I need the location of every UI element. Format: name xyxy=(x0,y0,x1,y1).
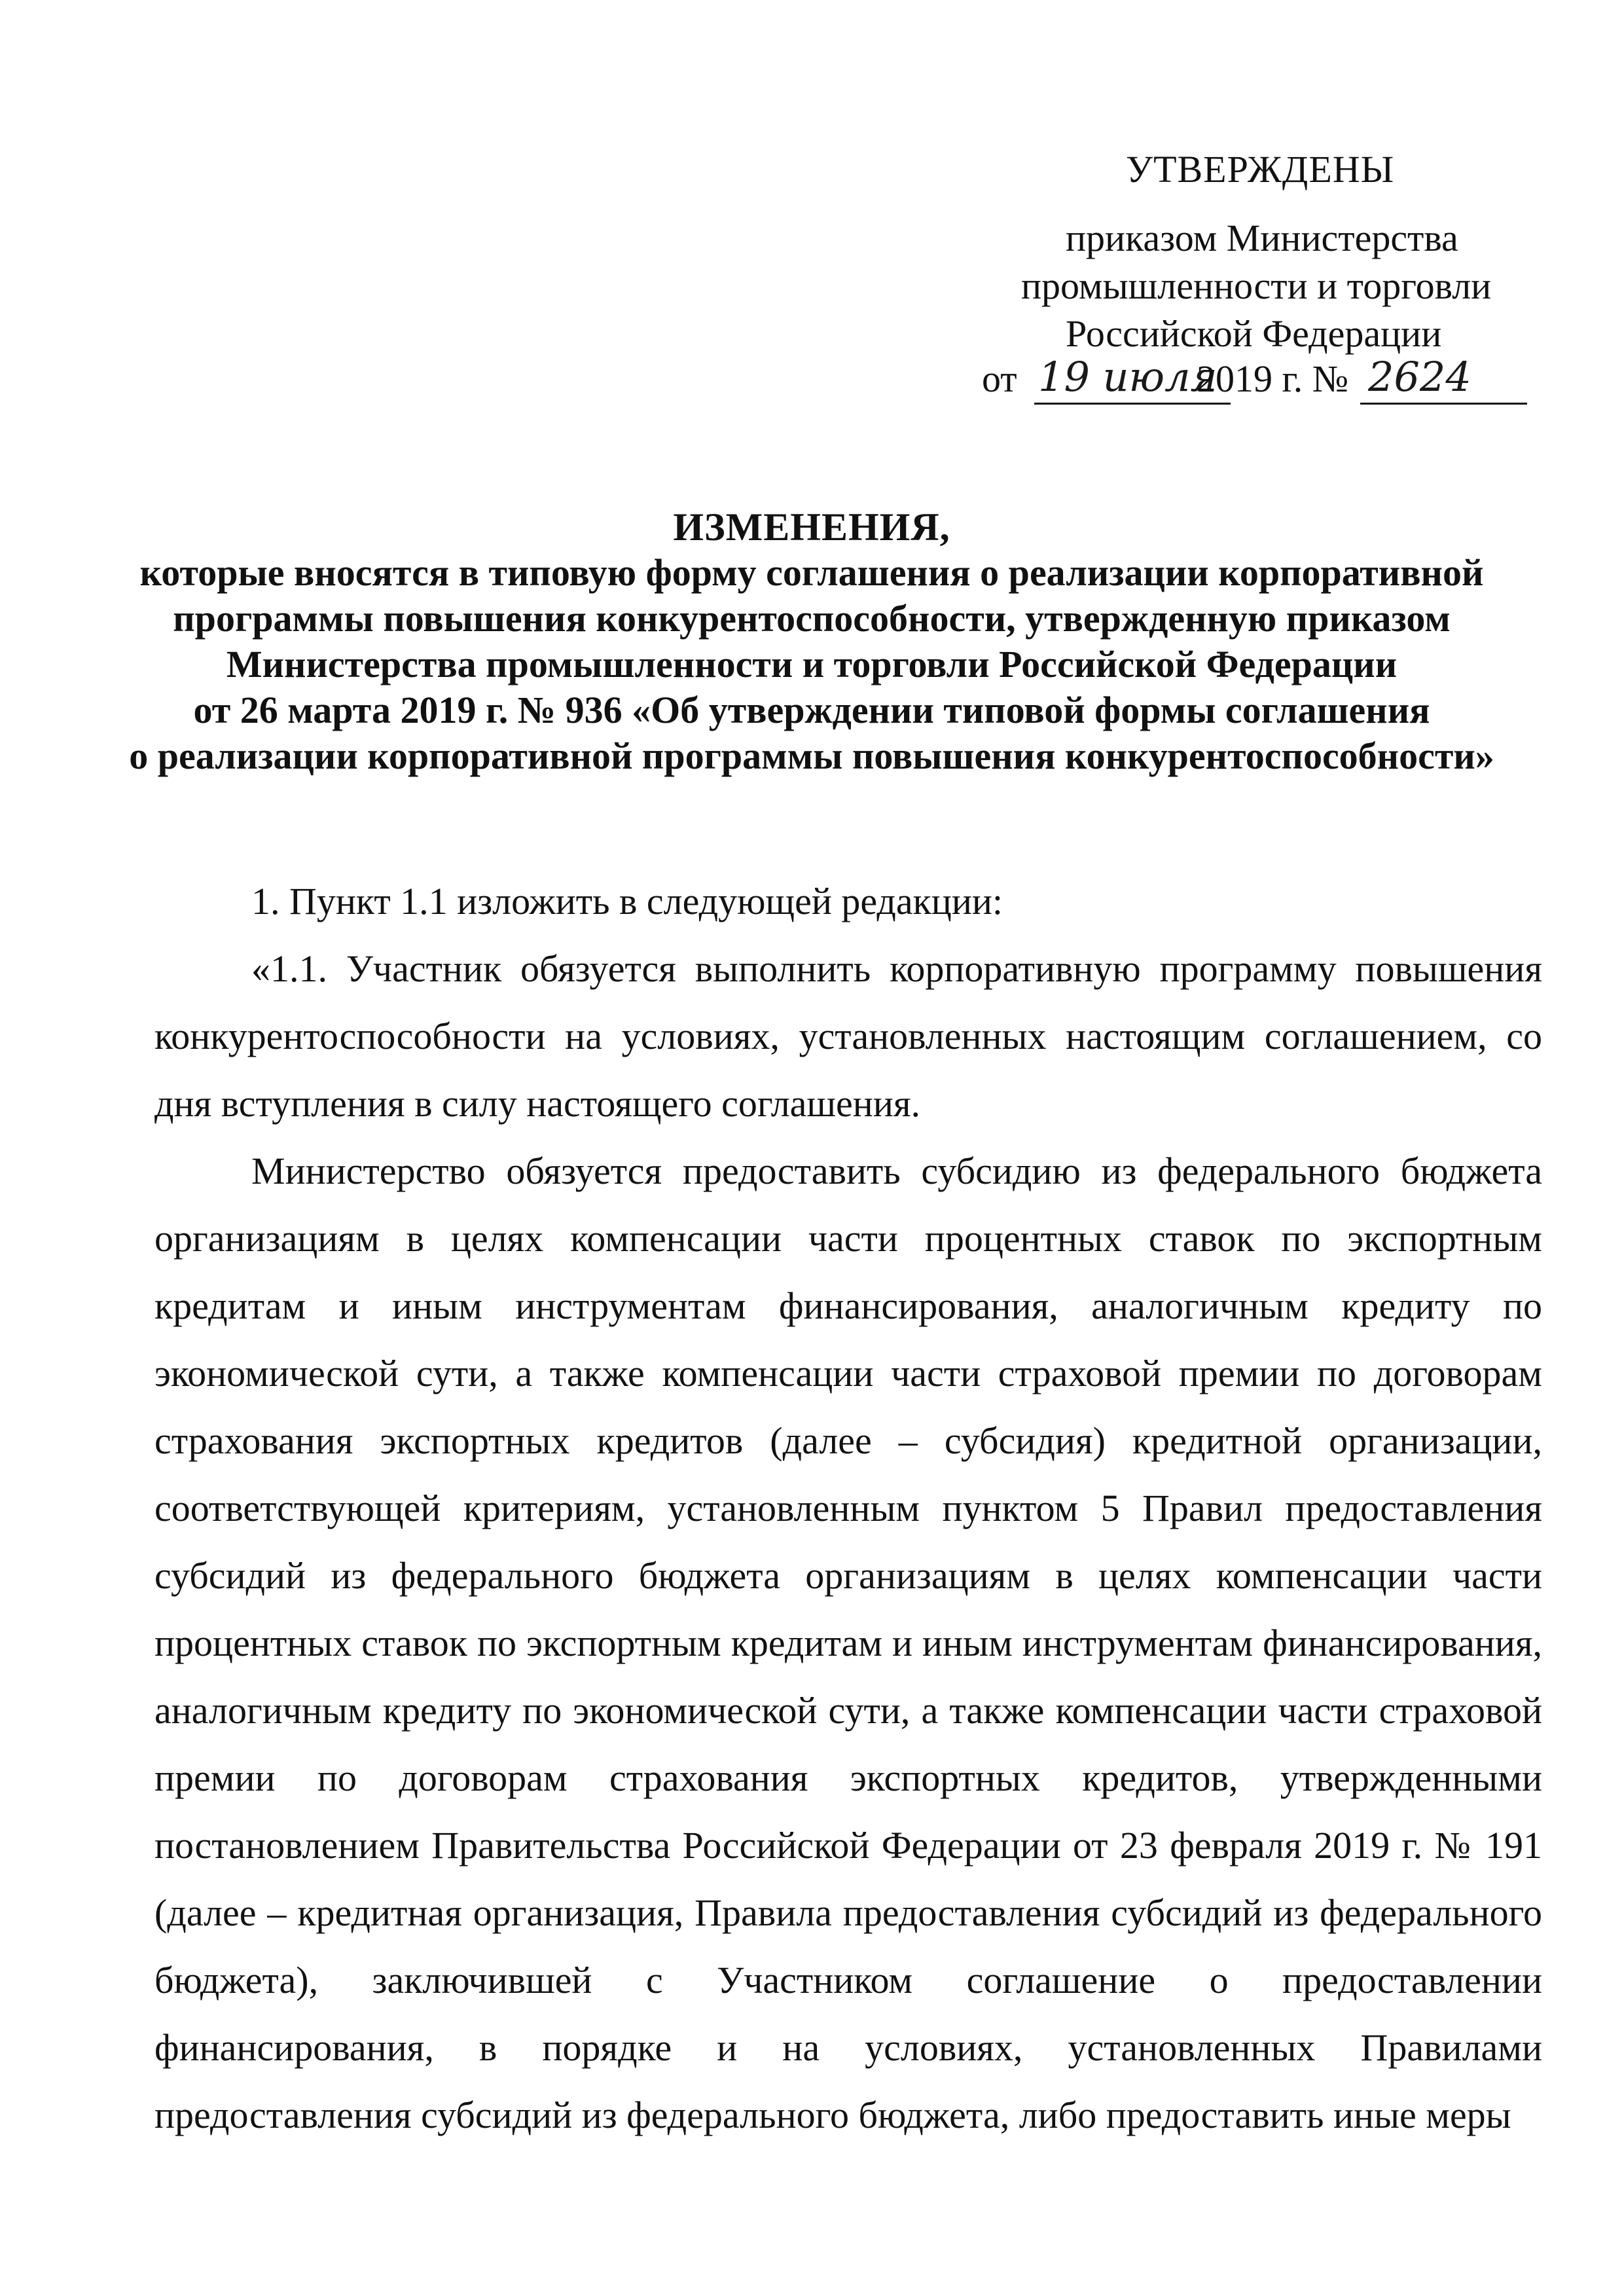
amendment-item-1: 1. Пункт 1.1 изложить в следующей редакции: xyxy=(251,880,1003,922)
heading-title: ИЗМЕНЕНИЯ, xyxy=(673,505,950,549)
approval-line-ministry: промышленности и торговли xyxy=(1021,264,1492,307)
ministry-obligation-paragraph: Министерство обязуется предоставить субсидию из федерального бюджета организациям в целях компенсации части процентных ставок по экспортным кредитам и иным инструментам финансирования, аналогичным кредиту по экономической сути, а также компенсации части страховой премии по договорам страхования экспортных кредитов (далее – субсидия) кредитной организации, соответствующей критериям, установленным пунктом 5 Правил предоставления субсидий из федерального бюджета организациям в целях компенсации части процентных ставок по экспортным кредитам и иным инструментам финансирования, аналогичным кредиту по экономической сути, а также компенсации части страховой премии по договорам страхования экспортных кредитов, утвержденными постановлением Правительства Российской Федерации от 23 февраля 2019 г. № 191 (далее – кредитная организация, Правила предоставления субсидий из федерального бюджета), заключившей с Участником соглашение о предоставлении финансирования, в порядке и на условиях, установленных Правилами предоставления субсидий из федерального бюджета, либо предоставить иные меры xyxy=(154,1150,1542,2136)
approval-line-country: Российской Федерации xyxy=(1066,312,1442,355)
approval-date-line xyxy=(982,353,1571,409)
heading-line: Министерства промышленности и торговли Российской Федерации xyxy=(226,643,1398,685)
date-year: 2019 г. № xyxy=(1197,357,1349,400)
approval-title: УТВЕРЖДЕНЫ xyxy=(1126,148,1395,191)
heading-line: о реализации корпоративной программы повышения конкурентоспособности» xyxy=(129,735,1494,777)
date-underline xyxy=(1034,403,1231,405)
heading-line: от 26 марта 2019 г. № 936 «Об утверждении типовой формы соглашения xyxy=(193,689,1430,731)
clause-1-1-paragraph: «1.1. Участник обязуется выполнить корпоративную программу повышения конкурентоспособности на условиях, установленных настоящим соглашением, со дня вступления в силу настоящего соглашения. xyxy=(154,947,1542,1125)
document-heading xyxy=(118,504,1506,779)
heading-line: которые вносятся в типовую форму соглашения о реализации корпоративной xyxy=(139,551,1484,594)
number-underline xyxy=(1360,403,1527,405)
date-prefix: от xyxy=(982,357,1017,400)
document-body xyxy=(154,867,1542,2149)
approval-line-order: приказом Министерства xyxy=(1066,217,1458,259)
heading-line: программы повышения конкурентоспособности, утвержденную приказом xyxy=(173,597,1451,640)
handwritten-number: 2624 xyxy=(1368,353,1471,401)
handwritten-date: 19 июля xyxy=(1038,353,1218,401)
